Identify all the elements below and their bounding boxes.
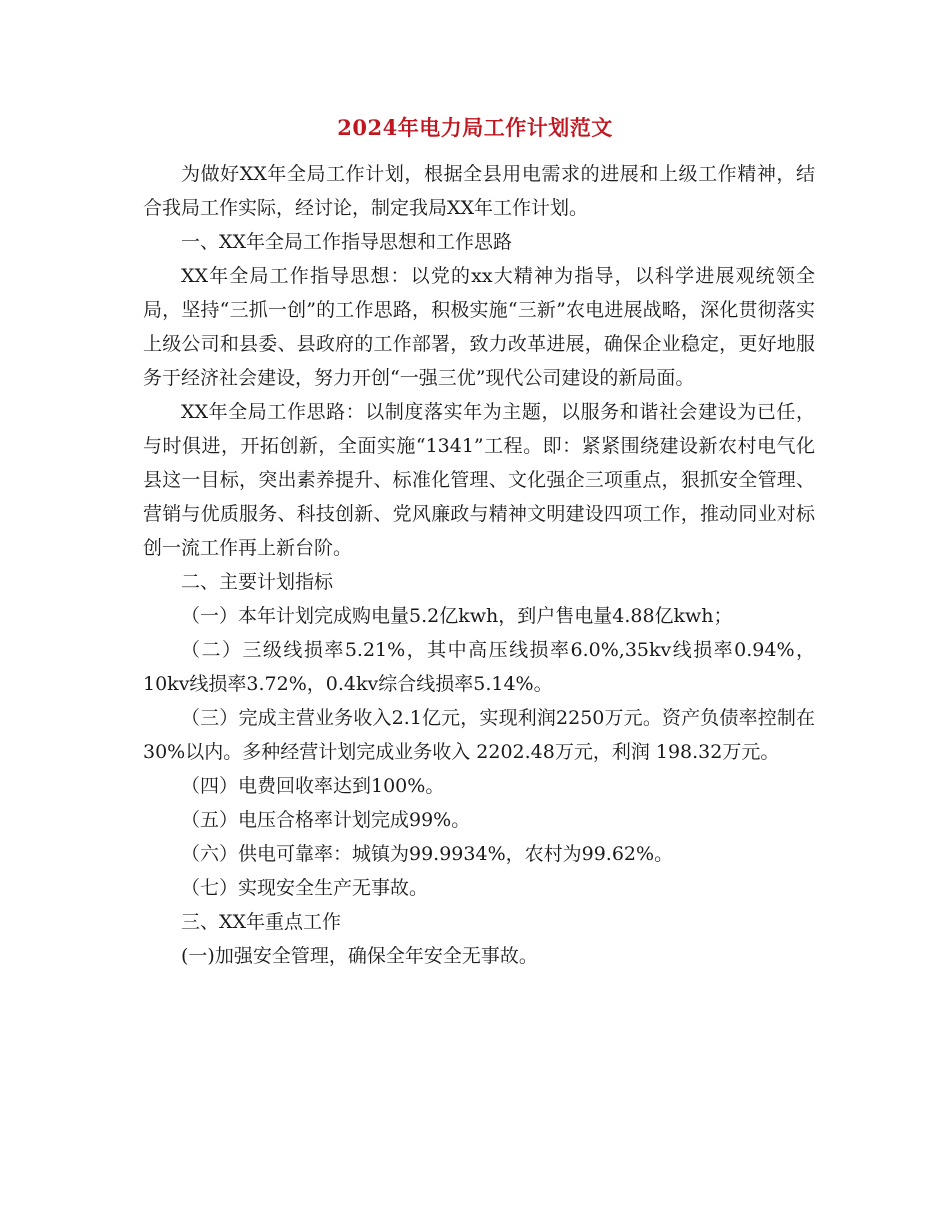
section-heading-1: 一、XX年全局工作指导思想和工作思路 xyxy=(181,231,513,253)
work-approach-paragraph: XX年全局工作思路：以制度落实年为主题，以服务和谐社会建设为已任，与时俱进，开拓创新，全面实施“1341”工程。即：紧紧围绕建设新农村电气化县这一目标，突出素养提升、标准化管理、文化强企三项重点，狠抓安全管理、营销与优质服务、科技创新、党风廉政与精神文明建设四项工作，推动同业对标创一流工作再上新台阶。 xyxy=(143,401,815,559)
indicator-item-7: （七）实现安全生产无事故。 xyxy=(181,877,429,899)
key-work-item-1: (一)加强安全管理，确保全年安全无事故。 xyxy=(181,945,538,967)
guiding-thought-paragraph: XX年全局工作指导思想：以党的xx大精神为指导，以科学进展观统领全局，坚持“三抓一创”的工作思路，积极实施“三新”农电进展战略，深化贯彻落实上级公司和县委、县政府的工作部署，致力改革进展，确保企业稳定，更好地服务于经济社会建设，努力开创“一强三优”现代公司建设的新局面。 xyxy=(143,265,815,389)
section-heading-3: 三、XX年重点工作 xyxy=(181,911,342,933)
document-body xyxy=(143,157,815,973)
indicator-item-2: （二）三级线损率5.21%，其中高压线损率6.0%,35kv线损率0.94%，10kv线损率3.72%，0.4kv综合线损率5.14%。 xyxy=(143,639,815,695)
section-heading-2: 二、主要计划指标 xyxy=(181,571,334,593)
document-title: 2024年电力局工作计划范文 xyxy=(337,115,613,140)
indicator-item-3: （三）完成主营业务收入2.1亿元，实现利润2250万元。资产负债率控制在30%以内。多种经营计划完成业务收入 2202.48万元，利润 198.32万元。 xyxy=(143,707,815,763)
indicator-item-1: （一）本年计划完成购电量5.2亿kwh，到户售电量4.88亿kwh； xyxy=(181,605,733,627)
intro-paragraph: 为做好XX年全局工作计划，根据全县用电需求的进展和上级工作精神，结合我局工作实际，经讨论，制定我局XX年工作计划。 xyxy=(143,163,815,219)
indicator-item-6: （六）供电可靠率：城镇为99.9934%，农村为99.62%。 xyxy=(181,843,674,865)
indicator-item-5: （五）电压合格率计划完成99%。 xyxy=(181,809,471,831)
indicator-item-4: （四）电费回收率达到100%。 xyxy=(181,775,445,797)
